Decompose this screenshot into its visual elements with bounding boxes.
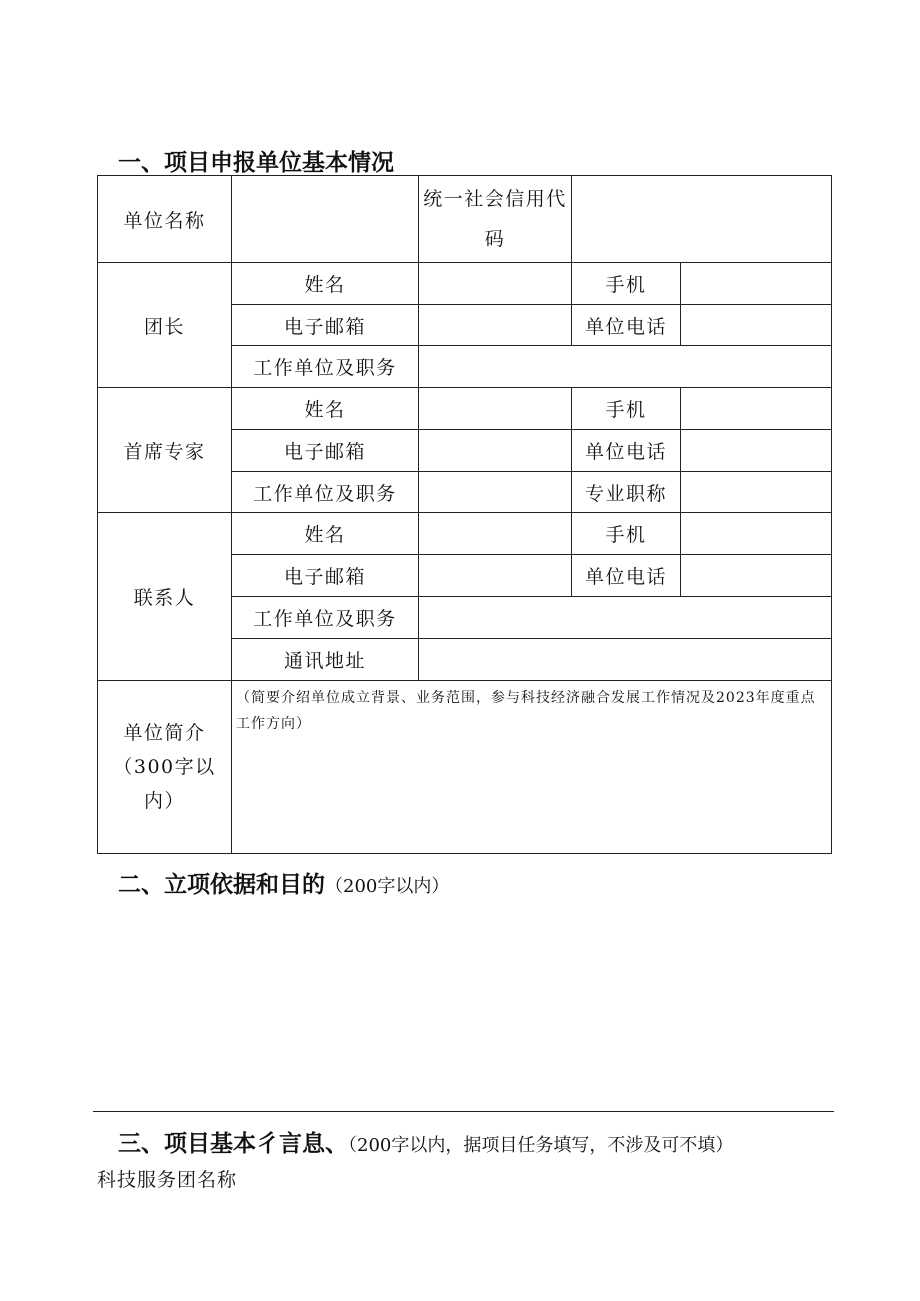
contact-email-input[interactable] xyxy=(419,555,572,597)
contact-name-input[interactable] xyxy=(419,513,572,555)
unit-info-table xyxy=(97,175,832,854)
contact-email-label: 电子邮箱 xyxy=(232,555,419,597)
leader-email-label: 电子邮箱 xyxy=(232,305,419,346)
contact-work-input[interactable] xyxy=(419,597,832,639)
intro-label: 单位简介（300字以内） xyxy=(98,681,232,854)
leader-name-label: 姓名 xyxy=(232,263,419,305)
leader-office-phone-input[interactable] xyxy=(681,305,832,346)
expert-mobile-label: 手机 xyxy=(572,388,681,430)
contact-name-label: 姓名 xyxy=(232,513,419,555)
leader-mobile-label: 手机 xyxy=(572,263,681,305)
chief-expert-label: 首席专家 xyxy=(98,388,232,513)
intro-hint: （简要介绍单位成立背景、业务范围，参与科技经济融合发展工作情况及2023年度重点工作方向） xyxy=(236,690,816,732)
contact-label: 联系人 xyxy=(98,513,232,681)
leader-label: 团长 xyxy=(98,263,232,388)
unit-name-input[interactable] xyxy=(232,176,419,263)
contact-address-input[interactable] xyxy=(419,639,832,681)
service-team-name-label: 科技服务团名称 xyxy=(97,1169,238,1191)
leader-office-phone-label: 单位电话 xyxy=(572,305,681,346)
leader-work-input[interactable] xyxy=(419,346,832,388)
contact-office-phone-input[interactable] xyxy=(681,555,832,597)
expert-office-phone-label: 单位电话 xyxy=(572,430,681,472)
section1-title: 一、项目申报单位基本情况 xyxy=(118,150,394,176)
expert-name-input[interactable] xyxy=(419,388,572,430)
expert-mobile-input[interactable] xyxy=(681,388,832,430)
expert-office-phone-input[interactable] xyxy=(681,430,832,472)
expert-email-input[interactable] xyxy=(419,430,572,472)
expert-email-label: 电子邮箱 xyxy=(232,430,419,472)
section3-title: 三、项目基本彳言息、（200字以内，据项目任务填写，不涉及可不填） xyxy=(118,1131,734,1157)
expert-title-label: 专业职称 xyxy=(572,472,681,513)
contact-work-label: 工作单位及职务 xyxy=(232,597,419,639)
unit-name-label: 单位名称 xyxy=(98,176,232,263)
leader-work-label: 工作单位及职务 xyxy=(232,346,419,388)
credit-code-input[interactable] xyxy=(572,176,832,263)
section2-title: 二、立项依据和目的（200字以内） xyxy=(118,872,450,898)
credit-code-label: 统一社会信用代码 xyxy=(419,176,572,263)
leader-email-input[interactable] xyxy=(419,305,572,346)
contact-mobile-label: 手机 xyxy=(572,513,681,555)
expert-work-label: 工作单位及职务 xyxy=(232,472,419,513)
intro-textarea[interactable] xyxy=(232,681,832,854)
divider-line xyxy=(93,1111,834,1112)
expert-work-input[interactable] xyxy=(419,472,572,513)
contact-mobile-input[interactable] xyxy=(681,513,832,555)
contact-office-phone-label: 单位电话 xyxy=(572,555,681,597)
contact-address-label: 通讯地址 xyxy=(232,639,419,681)
leader-name-input[interactable] xyxy=(419,263,572,305)
expert-name-label: 姓名 xyxy=(232,388,419,430)
expert-title-input[interactable] xyxy=(681,472,832,513)
section2-note: （200字以内） xyxy=(325,876,450,897)
section3-note: （200字以内，据项目任务填写，不涉及可不填） xyxy=(348,1135,734,1156)
leader-mobile-input[interactable] xyxy=(681,263,832,305)
